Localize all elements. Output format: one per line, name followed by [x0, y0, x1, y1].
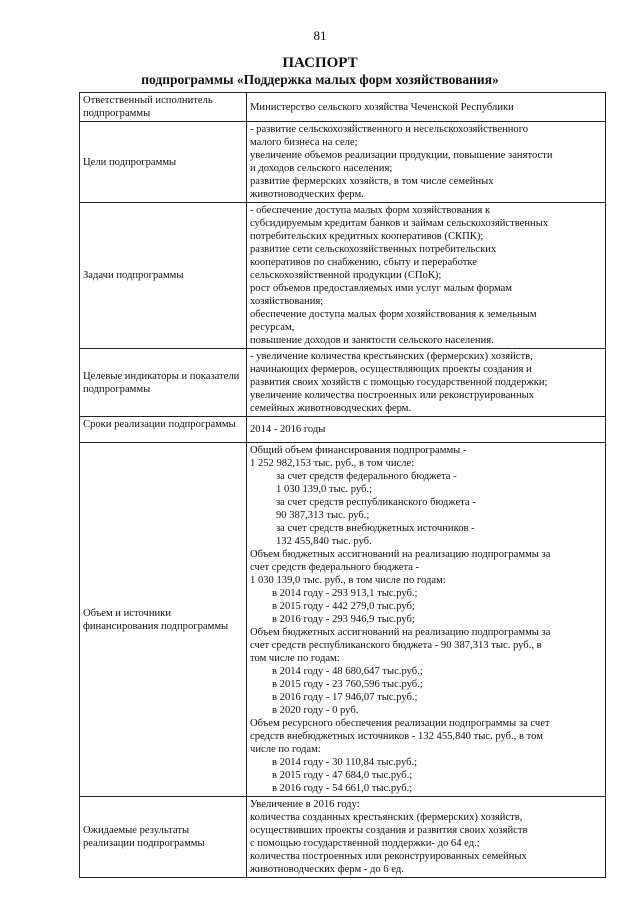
table-row — [80, 93, 606, 122]
passport-table — [79, 92, 606, 878]
text-line: за счет средств федерального бюджета - — [276, 471, 457, 482]
text-line: хозяйствования; — [250, 296, 324, 307]
text-line: осуществивших проекты создания и развития своих хозяйств — [250, 825, 528, 836]
row-label: Цели подпрограммы — [80, 122, 247, 203]
text-line: числе по годам: — [250, 744, 321, 755]
table-row — [80, 443, 606, 797]
text-line: Министерство сельского хозяйства Чеченской Республики — [250, 101, 514, 113]
text-line: в 2015 году - 442 279,0 тыс.руб; — [272, 601, 415, 612]
text-line: кооперативов по снабжению, сбыту и переработке — [250, 257, 477, 268]
text-line: средств внебюджетных источников - 132 455,840 тыс. руб., в том — [250, 731, 543, 742]
text-line: в 2015 году - 23 760,596 тыс.руб.; — [272, 679, 423, 690]
text-line: в 2014 году - 30 110,84 тыс.руб.; — [272, 757, 418, 768]
text-line: субсидируемым кредитам банков и займам сельскохозяйственных — [250, 218, 549, 229]
table-row — [80, 797, 606, 878]
text-line: том числе по годам: — [250, 653, 340, 664]
text-line: - увеличение количества крестьянских (фермерских) хозяйств, — [250, 351, 533, 362]
text-line: рост объемов предоставляемых ими услуг малым формам — [250, 283, 513, 294]
text-line: развитие фермерских хозяйств, в том числе семейных — [250, 176, 494, 187]
text-line: в 2016 году - 293 946,9 тыс.руб; — [272, 614, 415, 625]
text-line: обеспечение доступа малых форм хозяйствования к земельным — [250, 309, 537, 320]
text-line: - обеспечение доступа малых форм хозяйствования к — [250, 205, 491, 216]
row-label: Ответственный исполнитель подпрограммы — [80, 93, 247, 122]
text-line: сельскохозяйственной продукции (СПоК); — [250, 270, 442, 281]
text-line: Объем бюджетных ассигнований на реализацию подпрограммы за — [250, 627, 551, 638]
page-number: 81 — [313, 28, 327, 43]
text-line: и доходов сельского населения; — [250, 163, 393, 174]
text-line: Объем ресурсного обеспечения реализации подпрограммы за счет — [250, 718, 550, 729]
row-value — [247, 122, 606, 203]
text-line: за счет средств внебюджетных источников - — [276, 523, 475, 534]
document-title: ПАСПОРТ — [282, 55, 358, 71]
text-line: 1 252 982,153 тыс. руб., в том числе: — [250, 458, 415, 469]
row-value — [247, 417, 606, 443]
row-value — [247, 203, 606, 349]
text-line: 90 387,313 тыс. руб.; — [276, 510, 370, 521]
row-value — [247, 93, 606, 122]
text-line: семейных животноводческих ферм. — [250, 403, 412, 414]
text-line: в 2016 году - 54 661,0 тыс.руб.; — [272, 783, 413, 794]
row-label: Объем и источники финансирования подпрограммы — [80, 443, 247, 797]
text-line: 1 030 139,0 тыс. руб., в том числе по годам: — [250, 575, 446, 586]
table-row — [80, 417, 606, 443]
text-line: развитие сети сельскохозяйственных потребительских — [250, 244, 497, 255]
text-line: повышение доходов и занятости сельского населения. — [250, 335, 494, 346]
text-line: 1 030 139,0 тыс. руб.; — [276, 484, 373, 495]
row-value — [247, 349, 606, 417]
table-row — [80, 349, 606, 417]
table-row — [80, 122, 606, 203]
text-line: количества построенных или реконструированных семейных — [250, 851, 527, 862]
text-line: развития своих хозяйств с помощью государственной поддержки; — [250, 377, 548, 388]
table-row — [80, 203, 606, 349]
row-label: Ожидаемые результаты реализации подпрограммы — [80, 797, 247, 878]
text-line: счет средств федерального бюджета - — [250, 562, 420, 573]
text-line: 2014 - 2016 годы — [250, 424, 326, 435]
text-line: малого бизнеса на селе; — [250, 137, 358, 148]
text-line: с помощью государственной поддержки- до 64 ед.; — [250, 838, 480, 849]
row-value — [247, 443, 606, 797]
text-line: за счет средств республиканского бюджета - — [276, 497, 476, 508]
text-line: начинающих фермеров, осуществляющих проекты создания и — [250, 364, 532, 375]
text-line: количества созданных крестьянских (фермерских) хозяйств, — [250, 812, 523, 823]
text-line: Объем бюджетных ассигнований на реализацию подпрограммы за — [250, 549, 551, 560]
document-subtitle: подпрограммы «Поддержка малых форм хозяйствования» — [141, 72, 499, 87]
row-value — [247, 797, 606, 878]
text-line: увеличение объемов реализации продукции, повышение занятости — [250, 150, 553, 161]
text-line: в 2014 году - 48 680,647 тыс.руб.; — [272, 666, 423, 677]
text-line: - развитие сельскохозяйственного и несельскохозяйственного — [250, 124, 529, 135]
text-line: 132 455,840 тыс. руб. — [276, 536, 372, 547]
row-label: Сроки реализации подпрограммы — [80, 417, 247, 443]
text-line: животноводческих ферм - до 6 ед. — [250, 864, 404, 875]
text-line: в 2014 году - 293 913,1 тыс.руб.; — [272, 588, 418, 599]
text-line: в 2020 году - 0 руб. — [272, 705, 359, 716]
text-line: животноводческих ферм. — [250, 189, 364, 200]
text-line: в 2016 году - 17 946,07 тыс.руб.; — [272, 692, 418, 703]
row-label: Задачи подпрограммы — [80, 203, 247, 349]
text-line: увеличение количества построенных или реконструированных — [250, 390, 535, 401]
text-line: потребительских кредитных кооперативов (СКПК); — [250, 231, 484, 242]
text-line: счет средств республиканского бюджета - 90 387,313 тыс. руб., в — [250, 640, 542, 651]
text-line: Увеличение в 2016 году: — [250, 799, 360, 810]
row-label: Целевые индикаторы и показатели подпрограммы — [80, 349, 247, 417]
text-line: ресурсам, — [250, 322, 295, 333]
text-line: Общий объем финансирования подпрограммы - — [250, 445, 467, 456]
text-line: в 2015 году - 47 684,0 тыс.руб.; — [272, 770, 413, 781]
